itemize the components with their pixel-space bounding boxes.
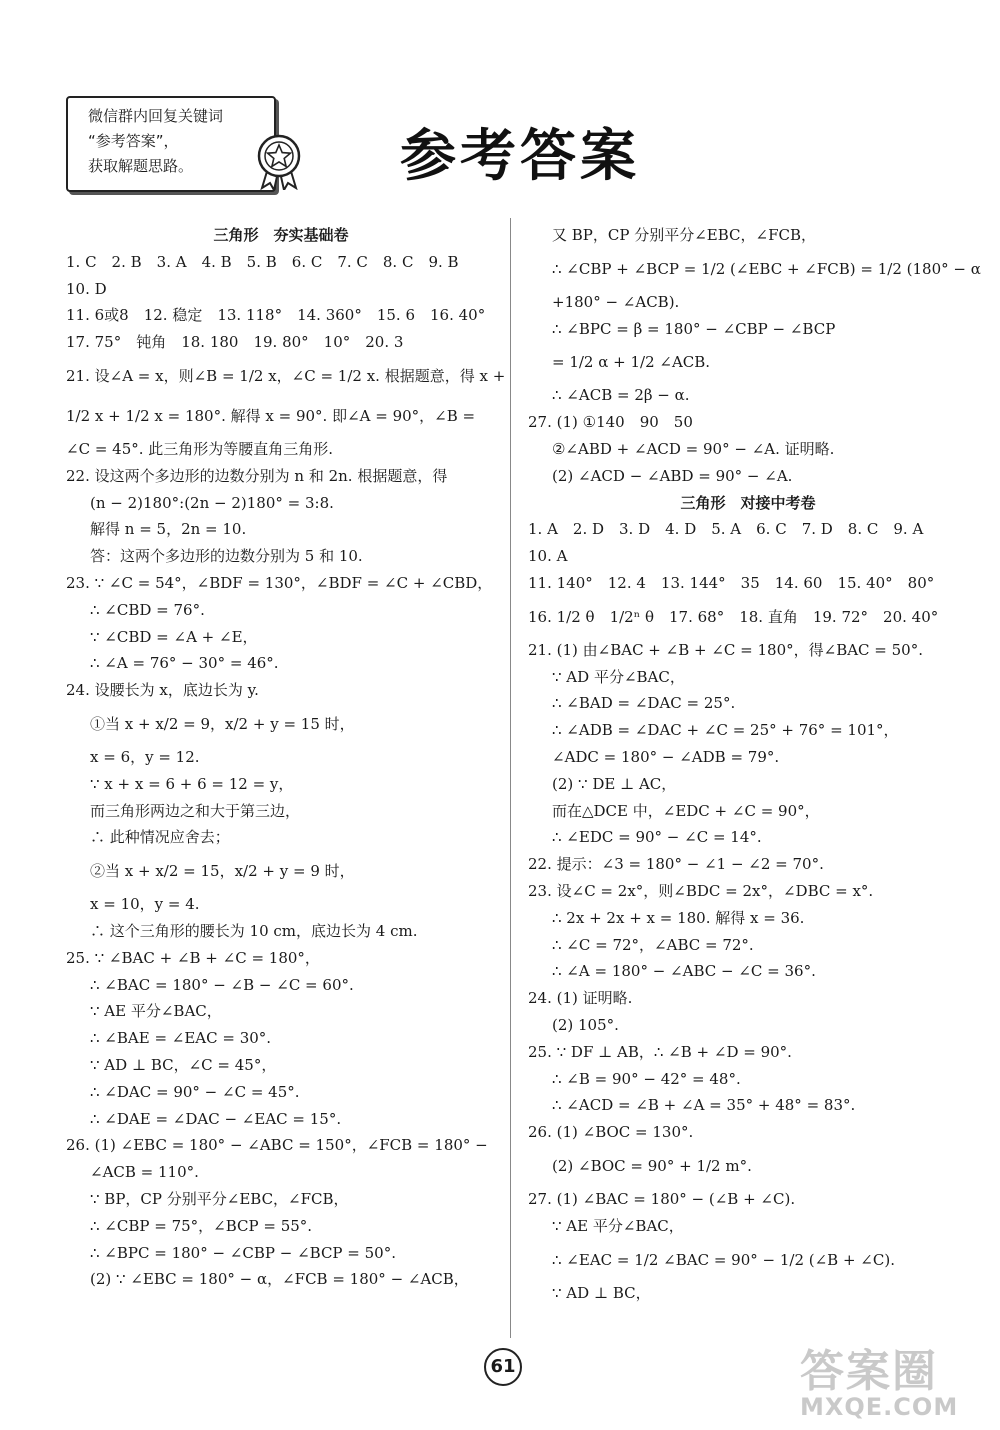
answer-line: ∴ ∠CBD = 76°.	[90, 600, 205, 619]
answer-line: ∴ ∠BPC = β = 180° − ∠CBP − ∠BCP	[552, 319, 836, 338]
answer-line: 而在△DCE 中，∠EDC + ∠C = 90°，	[552, 801, 820, 820]
answer-line: ∴ ∠BAE = ∠EAC = 30°.	[90, 1029, 272, 1048]
answer-line: ∴ ∠C = 72°，∠ABC = 72°.	[552, 935, 754, 954]
answer-line: ∵ BP，CP 分别平分∠EBC，∠FCB，	[90, 1189, 349, 1208]
answer-line: 1/2 x + 1/2 x = 180°. 解得 x = 90°. 即∠A = 90°，∠B =	[66, 406, 476, 425]
answer-line: 21. (1) 由∠BAC + ∠B + ∠C = 180°，得∠BAC = 50°.	[528, 640, 923, 659]
answer-line: 11. 140° 12. 4 13. 144° 35 14. 60 15. 40° 80°	[528, 573, 935, 592]
column-divider	[510, 218, 511, 1338]
answer-line: ∵ AD ⊥ BC，	[552, 1283, 651, 1302]
answer-line: x = 10，y = 4.	[90, 895, 200, 914]
answer-line: ∴ ∠ADB = ∠DAC + ∠C = 25° + 76° = 101°，	[552, 721, 899, 740]
answer-line: ∠C = 45°. 此三角形为等腰直角三角形.	[66, 439, 334, 458]
notice-line: “参考答案”，	[88, 132, 179, 150]
answer-line: (2) ∠BOC = 90° + 1/2 m°.	[552, 1156, 752, 1175]
answer-line: 又 BP，CP 分别平分∠EBC，∠FCB，	[552, 226, 816, 244]
answer-line: ∴ ∠EAC = 1/2 ∠BAC = 90° − 1/2 (∠B + ∠C).	[552, 1250, 895, 1269]
answer-line: 10. A	[528, 547, 568, 566]
answer-line: ∴ ∠DAE = ∠DAC − ∠EAC = 15°.	[90, 1109, 342, 1128]
answer-line: (2) ∵ ∠EBC = 180° − α，∠FCB = 180° − ∠ACB，	[90, 1270, 469, 1289]
answer-line: = 1/2 α + 1/2 ∠ACB.	[552, 353, 711, 372]
answer-line: 26. (1) ∠BOC = 130°.	[528, 1123, 694, 1142]
answer-line: ∴ ∠EDC = 90° − ∠C = 14°.	[552, 828, 762, 847]
answer-line: 1. C 2. B 3. A 4. B 5. B 6. C 7. C 8. C 9. B	[66, 252, 459, 271]
answer-line: ∵ AE 平分∠BAC，	[552, 1216, 684, 1235]
answer-line: ∵ ∠CBD = ∠A + ∠E，	[90, 627, 258, 646]
answer-line: ∠ACB = 110°.	[90, 1163, 199, 1182]
answer-line: ∵ AD 平分∠BAC，	[552, 667, 685, 686]
answer-line: ∴ ∠A = 76° − 30° = 46°.	[90, 654, 279, 673]
answer-line: 答：这两个多边形的边数分别为 5 和 10.	[90, 547, 363, 566]
answer-line: 23. 设∠C = 2x°，则∠BDC = 2x°，∠DBC = x°.	[528, 881, 874, 900]
watermark-title: 答案圈	[800, 1346, 938, 1397]
answer-line: ∴ ∠CBP + ∠BCP = 1/2 (∠EBC + ∠FCB) = 1/2 (180° − α	[552, 259, 981, 278]
answer-line: ∴ 此种情况应舍去；	[90, 828, 230, 847]
answer-line: (n − 2)180°:(2n − 2)180° = 3:8.	[90, 493, 334, 512]
answer-line: (2) ∵ DE ⊥ AC，	[552, 774, 677, 793]
answer-line: ∴ ∠CBP = 75°，∠BCP = 55°.	[90, 1216, 313, 1235]
answer-line: 11. 6或8 12. 稳定 13. 118° 14. 360° 15. 6 16. 40°	[66, 306, 486, 325]
notice-line: 微信群内回复关键词	[88, 107, 224, 125]
answer-line: ∴ ∠BAC = 180° − ∠B − ∠C = 60°.	[90, 975, 354, 994]
answer-line: ∴ ∠B = 90° − 42° = 48°.	[552, 1069, 741, 1088]
notice-line: 获取解题思路。	[88, 157, 194, 175]
answers-left-column	[66, 222, 506, 1293]
answer-line: 25. ∵ DF ⊥ AB，∴ ∠B + ∠D = 90°.	[528, 1042, 792, 1061]
answer-line: ∵ x + x = 6 + 6 = 12 = y，	[90, 774, 294, 793]
answer-line: 22. 设这两个多边形的边数分别为 n 和 2n. 根据题意，得	[66, 466, 448, 485]
answer-line: 而三角形两边之和大于第三边，	[90, 801, 301, 820]
watermark-url: MXQE.COM	[800, 1393, 959, 1421]
answer-line: ∴ ∠ACB = 2β − α.	[552, 386, 690, 405]
page-number: 61	[484, 1348, 522, 1386]
answer-line: ∴ ∠ACD = ∠B + ∠A = 35° + 48° = 83°.	[552, 1096, 856, 1115]
answer-line: ∵ AE 平分∠BAC，	[90, 1002, 222, 1021]
answer-line: 解得 n = 5，2n = 10.	[90, 520, 247, 539]
answer-line: 1. A 2. D 3. D 4. D 5. A 6. C 7. D 8. C 9. A	[528, 520, 924, 539]
answer-line: ∵ AD ⊥ BC，∠C = 45°，	[90, 1055, 277, 1074]
answer-line: 16. 1/2 θ 1/2ⁿ θ 17. 68° 18. 直角 19. 72° 20. 40°	[528, 607, 939, 626]
answer-line: 22. 提示：∠3 = 180° − ∠1 − ∠2 = 70°.	[528, 855, 824, 874]
answer-line: (2) 105°.	[552, 1015, 619, 1034]
section-heading: 三角形 对接中考卷	[680, 493, 816, 512]
answer-line: ∠ADC = 180° − ∠ADB = 79°.	[552, 747, 780, 766]
answer-line: ∴ ∠BPC = 180° − ∠CBP − ∠BCP = 50°.	[90, 1243, 396, 1262]
answer-line: ∴ 2x + 2x + x = 180. 解得 x = 36.	[552, 908, 805, 927]
answer-line: 24. (1) 证明略.	[528, 989, 633, 1008]
page-title: 参考答案	[400, 124, 640, 189]
section-heading: 三角形 夯实基础卷	[213, 226, 349, 244]
answer-line: 27. (1) ∠BAC = 180° − (∠B + ∠C).	[528, 1189, 796, 1208]
answer-line: ∴ ∠A = 180° − ∠ABC − ∠C = 36°.	[552, 962, 816, 981]
answer-line: 17. 75° 钝角 18. 180 19. 80° 10° 20. 3	[66, 333, 404, 352]
answer-line: ②∠ABD + ∠ACD = 90° − ∠A. 证明略.	[552, 439, 835, 458]
answer-line: 24. 设腰长为 x，底边长为 y.	[66, 681, 259, 700]
answer-line: (2) ∠ACD − ∠ABD = 90° − ∠A.	[552, 466, 793, 485]
answer-line: x = 6，y = 12.	[90, 747, 200, 766]
answer-line: +180° − ∠ACB).	[552, 292, 680, 311]
answer-line: ∴ ∠BAD = ∠DAC = 25°.	[552, 694, 736, 713]
answer-line: 23. ∵ ∠C = 54°，∠BDF = 130°，∠BDF = ∠C + ∠CBD，	[66, 573, 493, 592]
answer-line: ②当 x + x/2 = 15，x/2 + y = 9 时，	[90, 862, 355, 881]
answer-line: 21. 设∠A = x，则∠B = 1/2 x，∠C = 1/2 x. 根据题意，得 x +	[66, 366, 506, 385]
answer-line: ∴ ∠DAC = 90° − ∠C = 45°.	[90, 1082, 300, 1101]
answers-right-column	[528, 222, 981, 1306]
watermark	[800, 1335, 958, 1421]
answer-line: ①当 x + x/2 = 9，x/2 + y = 15 时，	[90, 714, 355, 733]
answer-line: 27. (1) ①140 90 50	[528, 413, 693, 432]
answer-line: ∴ 这个三角形的腰长为 10 cm，底边长为 4 cm.	[90, 921, 418, 940]
answer-line: 25. ∵ ∠BAC + ∠B + ∠C = 180°，	[66, 948, 320, 967]
answer-line: 26. (1) ∠EBC = 180° − ∠ABC = 150°，∠FCB = 180° −	[66, 1136, 488, 1155]
answer-line: 10. D	[66, 279, 107, 298]
